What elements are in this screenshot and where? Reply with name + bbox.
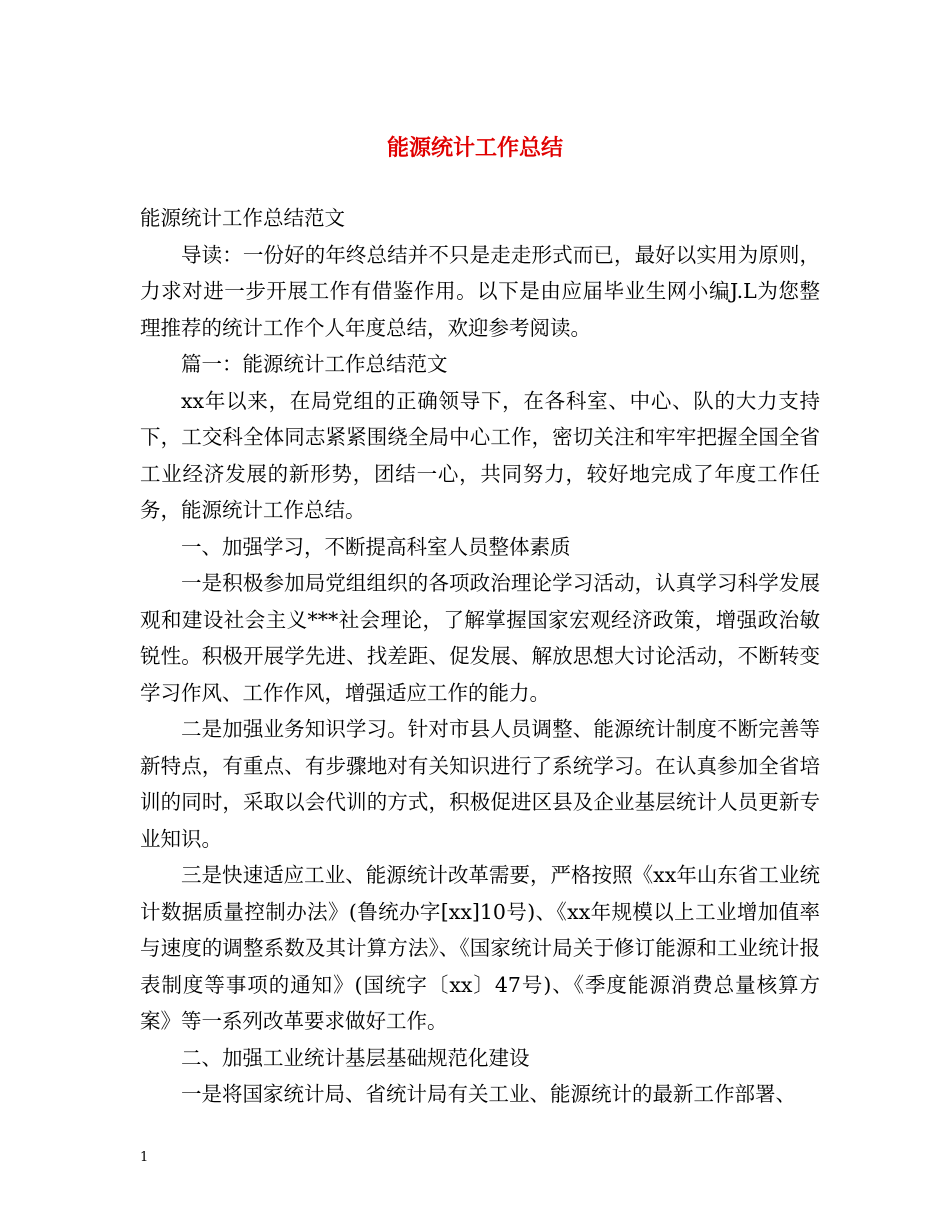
paragraph-overview: xx年以来，在局党组的正确领导下，在各科室、中心、队的大力支持下，工交科全体同志紧紧围绕全局中心工作，密切关注和牢牢把握全国全省工业经济发展的新形势，团结一心，共同努力，较好地完成了年度工作任务，能源统计工作总结。 [140,388,820,522]
section-heading-2: 二、加强工业统计基层基础规范化建设 [181,1045,530,1070]
page-number: 1 [140,1150,149,1165]
paragraph-study-3: 三是快速适应工业、能源统计改革需要，严格按照《xx年山东省工业统计数据质量控制办法》(鲁统办字[xx]10号)、《xx年规模以上工业增加值率与速度的调整系数及其计算方法》、《国家统计局关于修订能源和工业统计报表制度等事项的通知》(国统字〔xx〕47号)、《季度能源消费总量核算方案》等一系列改革要求做好工作。 [140,863,820,1033]
paragraph-subtitle: 能源统计工作总结范文 [140,206,345,230]
document-body [140,200,820,1113]
paragraph-study-1: 一是积极参加局党组组织的各项政治理论学习活动，认真学习科学发展观和建设社会主义***社会理论，了解掌握国家宏观经济政策，增强政治敏锐性。积极开展学先进、找差距、促发展、解放思想大讨论活动，不断转变学习作风、工作作风，增强适应工作的能力。 [140,571,820,705]
paragraph-chapter-heading: 篇一：能源统计工作总结范文 [181,352,448,376]
paragraph-basic-1: 一是将国家统计局、省统计局有关工业、能源统计的最新工作部署、 [181,1082,796,1106]
paragraph-study-2: 二是加强业务知识学习。针对市县人员调整、能源统计制度不断完善等新特点，有重点、有步骤地对有关知识进行了系统学习。在认真参加全省培训的同时，采取以会代训的方式，积极促进区县及企业基层统计人员更新专业知识。 [140,717,820,851]
document-title: 能源统计工作总结 [386,135,563,161]
section-heading-1: 一、加强学习，不断提高科室人员整体素质 [181,534,571,559]
paragraph-intro: 导读：一份好的年终总结并不只是走走形式而已，最好以实用为原则，力求对进一步开展工作有借鉴作用。以下是由应届毕业生网小编J.L为您整理推荐的统计工作个人年度总结，欢迎参考阅读。 [140,242,820,340]
